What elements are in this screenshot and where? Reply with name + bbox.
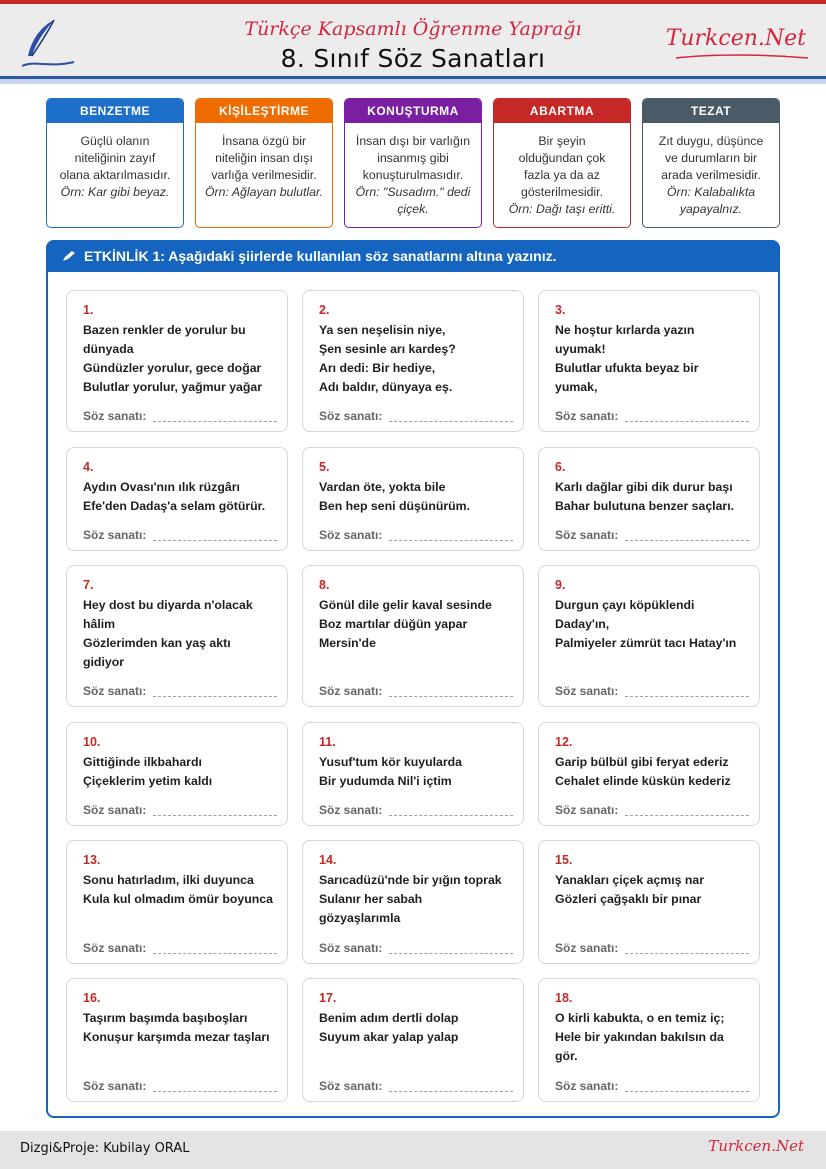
definition-body — [345, 123, 481, 218]
header-divider-light — [0, 79, 826, 84]
poem-number: 9. — [555, 578, 566, 592]
answer-blank-line[interactable] — [625, 696, 749, 697]
poem-line: Ne hoştur kırlarda yazın — [555, 323, 695, 337]
poem-line: Sarıcadüzü'nde bir yığın toprak — [319, 873, 502, 887]
activity-title: ETKİNLİK 1: Aşağıdaki şiirlerde kullanılan söz sanatlarını altına yazınız. — [84, 248, 557, 264]
answer-blank-line[interactable] — [625, 421, 749, 422]
poem-card — [538, 722, 760, 826]
poem-number: 2. — [319, 303, 330, 317]
definition-body — [494, 123, 630, 218]
answer-blank-line[interactable] — [153, 953, 277, 954]
poem-line: Yanakları çiçek açmış nar — [555, 873, 705, 887]
answer-label: Söz sanatı: — [319, 684, 383, 698]
poem-line: Hele bir yakından bakılsın da — [555, 1030, 724, 1044]
poem-line: gözyaşlarımla — [319, 911, 401, 925]
poem-card — [538, 565, 760, 707]
poem-line: Palmiyeler zümrüt tacı Hatay'ın — [555, 636, 737, 650]
poem-line: Durgun çayı köpüklendi — [555, 598, 695, 612]
poem-card — [538, 840, 760, 964]
poem-line: Vardan öte, yokta bile — [319, 480, 446, 494]
poem-line: Bulutlar ufukta beyaz bir — [555, 361, 699, 375]
footer-credit: Dizgi&Proje: Kubilay ORAL — [20, 1141, 190, 1156]
answer-blank-line[interactable] — [389, 540, 513, 541]
answer-label: Söz sanatı: — [83, 528, 147, 542]
definition-title: BENZETME — [47, 99, 183, 123]
poem-card — [302, 722, 524, 826]
definition-body — [47, 123, 183, 201]
poem-line: gör. — [555, 1049, 578, 1063]
poem-card — [66, 978, 288, 1102]
definition-example: Örn: Kalabalıkta yapayalnız. — [666, 185, 756, 216]
poem-line: Yusuf'tum kör kuyularda — [319, 755, 463, 769]
poem-line: Daday'ın, — [555, 617, 610, 631]
poem-card — [302, 447, 524, 551]
answer-blank-line[interactable] — [625, 815, 749, 816]
definition-title: ABARTMA — [494, 99, 630, 123]
definition-line: olana aktarılmasıdır. — [59, 168, 171, 182]
footer-logo: Turkcen.Net — [708, 1137, 804, 1155]
poem-card — [538, 447, 760, 551]
definition-line: Güçlü olanın — [80, 134, 150, 148]
poem-line: Gittiğinde ilkbahardı — [83, 755, 202, 769]
poem-line: Efe'den Dadaş'a selam götürür. — [83, 499, 266, 513]
poem-number: 18. — [555, 991, 573, 1005]
definition-line: olduğundan çok — [518, 151, 606, 165]
definition-line: insanmış gibi — [377, 151, 449, 165]
page-subtitle: Türkçe Kapsamlı Öğrenme Yaprağı — [244, 18, 582, 40]
definition-line: İnsan dışı bir varlığın — [355, 134, 471, 148]
answer-blank-line[interactable] — [389, 421, 513, 422]
definition-line: ve durumların bir — [664, 151, 758, 165]
answer-blank-line[interactable] — [153, 421, 277, 422]
poem-line: Bulutlar yorulur, yağmur yağar — [83, 380, 263, 394]
logo-swoosh-icon — [672, 52, 812, 62]
poem-line: Bazen renkler de yorulur bu — [83, 323, 246, 337]
definition-line: konuşturulmasıdır. — [362, 168, 464, 182]
poem-line: Sulanır her sabah — [319, 892, 423, 906]
answer-blank-line[interactable] — [389, 815, 513, 816]
poem-line: gidiyor — [83, 655, 124, 669]
poem-number: 1. — [83, 303, 94, 317]
answer-label: Söz sanatı: — [319, 941, 383, 955]
definition-line: fazla ya da az — [524, 168, 600, 182]
definition-example: Örn: "Susadım." dedi çiçek. — [355, 185, 471, 216]
poem-number: 11. — [319, 735, 336, 749]
poem-line: dünyada — [83, 342, 134, 356]
poem-line: Ya sen neşelisin niye, — [319, 323, 446, 337]
poem-card — [302, 290, 524, 432]
poem-line: Gündüzler yorulur, gece doğar — [83, 361, 262, 375]
definition-body — [643, 123, 779, 218]
definition-example: Örn: Ağlayan bulutlar. — [204, 185, 324, 199]
poem-number: 15. — [555, 853, 573, 867]
poem-number: 14. — [319, 853, 337, 867]
answer-label: Söz sanatı: — [83, 1079, 147, 1093]
poem-line: Konuşur karşımda mezar taşları — [83, 1030, 270, 1044]
poem-line: Boz martılar düğün yapar — [319, 617, 468, 631]
poem-line: O kirli kabukta, o en temiz iç; — [555, 1011, 725, 1025]
poem-line: Adı baldır, dünyaya eş. — [319, 380, 453, 394]
answer-label: Söz sanatı: — [555, 684, 619, 698]
poem-line: hâlim — [83, 617, 116, 631]
page-title: 8. Sınıf Söz Sanatları — [280, 44, 546, 73]
poem-number: 12. — [555, 735, 573, 749]
definition-card — [642, 98, 780, 228]
answer-label: Söz sanatı: — [319, 803, 383, 817]
answer-blank-line[interactable] — [389, 696, 513, 697]
definition-example: Örn: Kar gibi beyaz. — [60, 185, 170, 199]
definition-line: arada verilmesidir. — [661, 168, 761, 182]
definition-line: İnsana özgü bir — [221, 134, 307, 148]
answer-label: Söz sanatı: — [83, 409, 147, 423]
poem-line: Sonu hatırladım, ilki duyunca — [83, 873, 254, 887]
poem-card — [302, 978, 524, 1102]
definition-card — [344, 98, 482, 228]
poem-line: Arı dedi: Bir hediye, — [319, 361, 436, 375]
definition-title: KONUŞTURMA — [345, 99, 481, 123]
poem-card — [66, 447, 288, 551]
activity-panel — [46, 240, 780, 1118]
poem-number: 8. — [319, 578, 330, 592]
definition-line: Zıt duygu, düşünce — [658, 134, 764, 148]
answer-label: Söz sanatı: — [83, 684, 147, 698]
definition-body — [196, 123, 332, 201]
answer-label: Söz sanatı: — [83, 803, 147, 817]
poem-line: Bir yudumda Nil'i içtim — [319, 774, 452, 788]
poem-card — [66, 840, 288, 964]
definition-line: Bir şeyin — [538, 134, 586, 148]
poem-number: 5. — [319, 460, 330, 474]
answer-blank-line[interactable] — [389, 1091, 513, 1092]
poem-card — [66, 722, 288, 826]
answer-label: Söz sanatı: — [319, 1079, 383, 1093]
answer-label: Söz sanatı: — [319, 409, 383, 423]
answer-label: Söz sanatı: — [555, 941, 619, 955]
poem-line: Kula kul olmadım ömür boyunca — [83, 892, 273, 906]
poem-number: 7. — [83, 578, 94, 592]
poem-number: 13. — [83, 853, 101, 867]
page-footer — [0, 1131, 826, 1169]
poem-line: Gözlerimden kan yaş aktı — [83, 636, 231, 650]
poem-line: yumak, — [555, 380, 598, 394]
poem-line: Cehalet elinde küskün kederiz — [555, 774, 731, 788]
poem-line: Karlı dağlar gibi dik durur başı — [555, 480, 733, 494]
poem-number: 17. — [319, 991, 337, 1005]
definition-card — [46, 98, 184, 228]
poem-number: 4. — [83, 460, 94, 474]
answer-blank-line[interactable] — [625, 953, 749, 954]
poem-line: Hey dost bu diyarda n'olacak — [83, 598, 253, 612]
poem-line: Şen sesinle arı kardeş? — [319, 342, 456, 356]
definition-card — [195, 98, 333, 228]
poem-line: uyumak! — [555, 342, 606, 356]
pencil-icon — [62, 250, 76, 262]
answer-label: Söz sanatı: — [555, 409, 619, 423]
poem-line: Çiçeklerim yetim kaldı — [83, 774, 213, 788]
poem-card — [538, 290, 760, 432]
definition-line: niteliğinin zayıf — [74, 151, 156, 165]
poem-card — [302, 840, 524, 964]
poem-line: Gönül dile gelir kaval sesinde — [319, 598, 492, 612]
brand-logo: Turkcen.Net — [665, 26, 806, 51]
answer-blank-line[interactable] — [153, 696, 277, 697]
poem-line: Mersin'de — [319, 636, 376, 650]
definition-line: gösterilmesidir. — [520, 185, 603, 199]
answer-blank-line[interactable] — [625, 1091, 749, 1092]
definition-line: varlığa verilmesidir. — [211, 168, 317, 182]
definition-title: KİŞİLEŞTİRME — [196, 99, 332, 123]
poem-card — [66, 565, 288, 707]
answer-blank-line[interactable] — [153, 815, 277, 816]
poem-line: Suyum akar yalap yalap — [319, 1030, 459, 1044]
answer-label: Söz sanatı: — [319, 528, 383, 542]
poem-card — [538, 978, 760, 1102]
activity-header — [46, 240, 780, 272]
page-header — [0, 4, 826, 76]
definition-card — [493, 98, 631, 228]
poem-number: 3. — [555, 303, 566, 317]
poem-number: 16. — [83, 991, 101, 1005]
poem-number: 10. — [83, 735, 101, 749]
answer-blank-line[interactable] — [389, 953, 513, 954]
poem-card — [302, 565, 524, 707]
poem-line: Bahar bulutuna benzer saçları. — [555, 499, 735, 513]
answer-label: Söz sanatı: — [555, 528, 619, 542]
poem-line: Ben hep seni düşünürüm. — [319, 499, 470, 513]
definition-cards — [46, 98, 780, 230]
poem-line: Gözleri çağşaklı bir pınar — [555, 892, 702, 906]
poem-line: Garip bülbül gibi feryat ederiz — [555, 755, 729, 769]
poem-card — [66, 290, 288, 432]
answer-blank-line[interactable] — [625, 540, 749, 541]
definition-example: Örn: Dağı taşı eritti. — [508, 202, 616, 216]
answer-label: Söz sanatı: — [555, 1079, 619, 1093]
poem-line: Taşırım başımda başıboşları — [83, 1011, 248, 1025]
answer-blank-line[interactable] — [153, 540, 277, 541]
definition-title: TEZAT — [643, 99, 779, 123]
poem-line: Benim adım dertli dolap — [319, 1011, 459, 1025]
answer-blank-line[interactable] — [153, 1091, 277, 1092]
poem-line: Aydın Ovası'nın ılık rüzgârı — [83, 480, 240, 494]
answer-label: Söz sanatı: — [555, 803, 619, 817]
answer-label: Söz sanatı: — [83, 941, 147, 955]
definition-line: niteliğin insan dışı — [215, 151, 313, 165]
poem-number: 6. — [555, 460, 566, 474]
